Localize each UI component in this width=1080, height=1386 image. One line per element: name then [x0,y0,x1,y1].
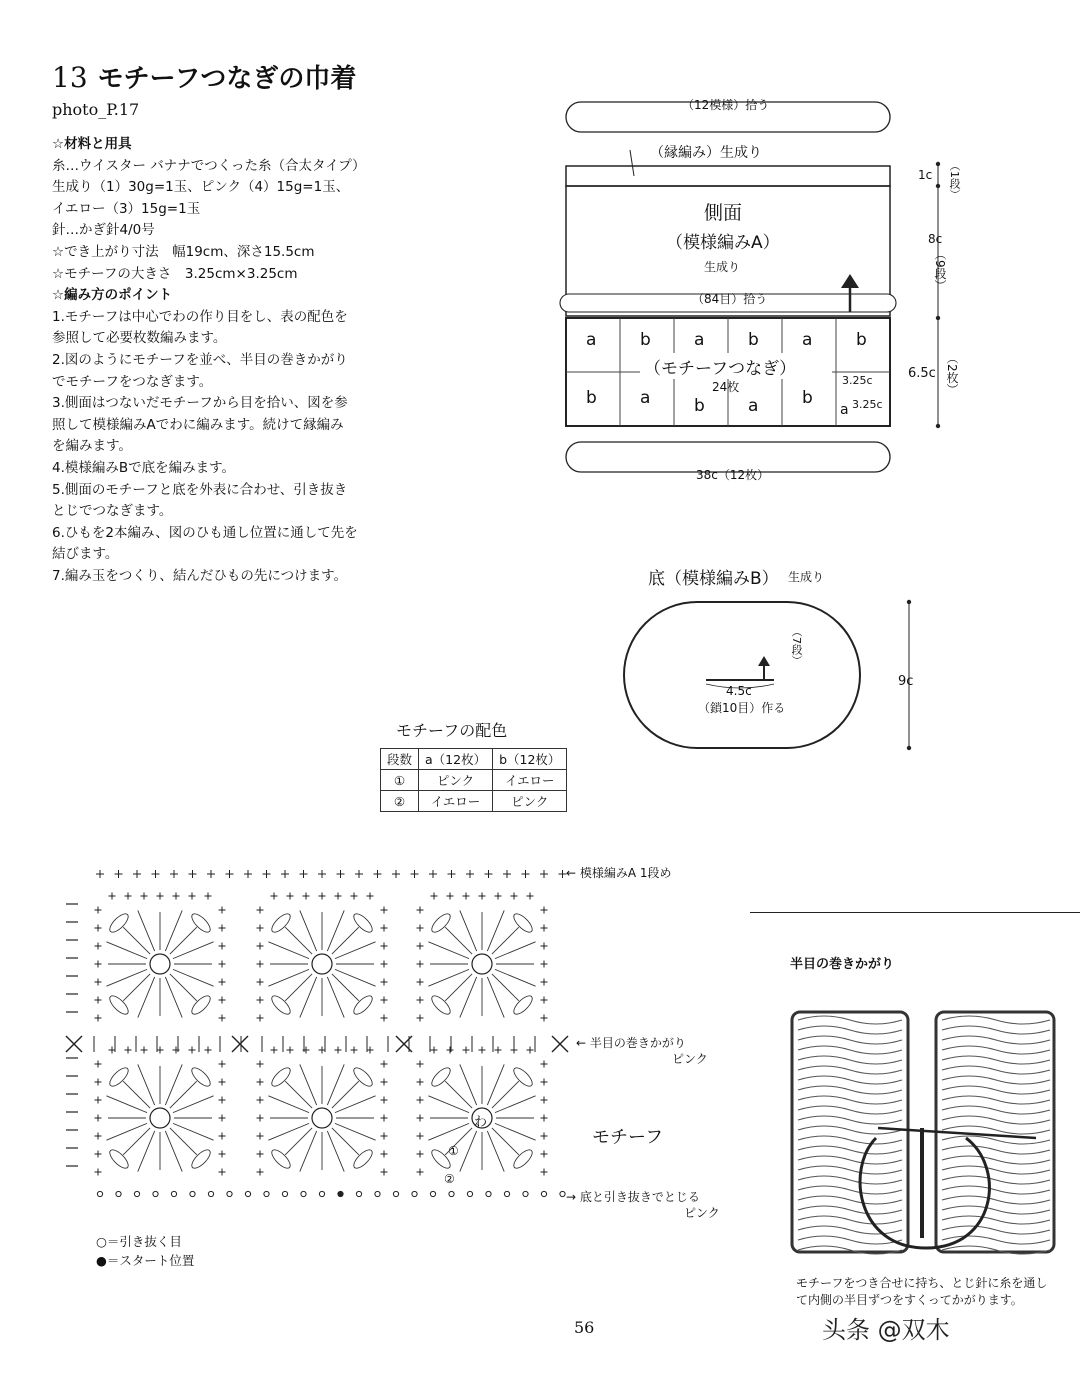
chart-ring: わ [474,1115,488,1130]
start-dot [338,1191,343,1196]
motif-center-ring [312,1108,332,1128]
yarn-texture [798,1086,902,1094]
stitch-spoke [165,977,182,1018]
yarn-texture [798,1146,902,1154]
watermark: 头条 @双木 [822,1316,950,1344]
stitch-spoke [165,910,182,951]
instruction-line: 2.図のようにモチーフを並べ、半目の巻きかがり [52,351,348,368]
chart-label-motif: モチーフ [592,1127,664,1148]
yarn-texture [942,1206,1050,1214]
yarn-texture [942,1086,1050,1094]
instruction-line: とじでつなぎます。 [52,503,173,520]
bottom-height: 9c [898,674,914,689]
dim-1c-rows: （1段） [948,160,961,200]
motif-center-ring [150,1108,170,1128]
top-pick-label: （12模様）拾う [682,98,770,112]
bottom-chain: （鎖10目）作る [698,701,786,715]
slip-stitch [153,1191,158,1196]
yarn-texture [942,1026,1050,1034]
stitch-spoke [300,910,317,951]
stitch-spoke [300,1131,317,1172]
motif-letter: b [586,388,597,408]
chart-label-bottom-color: ピンク [684,1206,720,1220]
motif-letter: a [748,396,759,416]
yarn-texture [798,1106,902,1114]
color-table-title: モチーフの配色 [396,721,508,740]
motif-center-ring [150,954,170,974]
stitch-spoke [300,1064,317,1105]
caption-line-2: て内側の半目ずつをすくってかがります。 [796,1293,1023,1307]
instruction-line: 結びます。 [52,546,119,563]
side-color: 生成り [704,260,741,274]
stitch-spoke [138,977,155,1018]
instruction-line: 5.側面のモチーフと底を外表に合わせ、引き抜き [52,481,348,498]
pattern-title: モチーフつなぎの巾着 [97,64,357,94]
table-row [381,770,567,791]
stitch-spoke [268,969,309,986]
yarn-texture [798,1206,902,1214]
crochet-chart [60,858,580,1208]
slip-stitch [541,1191,546,1196]
instruction-line: イエロー（3）15g=1玉 [52,200,201,217]
motif-center-ring [312,954,332,974]
yarn-texture [798,1026,902,1034]
photo-reference: photo_P.17 [52,100,140,119]
chart-label-bottom: → 底と引き抜きでとじる [566,1190,700,1204]
stitch-spoke [460,1064,477,1105]
yarn-texture [798,1226,902,1234]
bottom-title: 底（模様編みB） [648,569,779,589]
dim-325-a: 3.25c [842,374,873,387]
dim-325-b: 3.25c [852,398,883,411]
stitch-spoke [428,969,469,986]
instruction-line: 6.ひもを2本編み、図のひも通し位置に通して先を [52,524,358,541]
bottom-width: 4.5c [726,684,752,698]
stitch-spoke [106,1123,147,1140]
instruction-line: ☆材料と用具 [52,136,132,152]
yarn-texture [942,1076,1050,1084]
slip-stitch [412,1191,417,1196]
yarn-texture [798,1046,902,1054]
slip-stitch [97,1191,102,1196]
stitch-spoke [106,1096,147,1113]
instruction-line: ☆でき上がり寸法 幅19cm、深さ15.5cm [52,243,315,260]
caption-line-1: モチーフをつき合せに持ち、とじ針に糸を通し [796,1276,1048,1290]
stitch-spoke [327,1064,344,1105]
color-table [380,748,567,812]
stitch-spoke [335,969,376,986]
table-cell: ピンク [419,770,493,791]
half-stitch-title: 半目の巻きかがり [790,957,895,972]
yarn-texture [942,1056,1050,1064]
yarn-texture [942,1116,1050,1124]
slip-stitch [116,1191,121,1196]
yarn-texture [798,1136,902,1144]
page-title [52,58,356,95]
yarn-texture [798,1096,902,1104]
instruction-line: 糸…ウイスター バナナでつくった糸（合太タイプ） [52,157,366,174]
instruction-line: 3.側面はつないだモチーフから目を拾い、図を参 [52,395,348,412]
yarn-texture [798,1016,902,1024]
motif-letter: b [856,330,867,350]
chart-round1: ① [448,1144,459,1158]
stitch-spoke [460,910,477,951]
instruction-line: 参照して必要枚数編みます。 [52,330,227,347]
bottom-oval [614,596,924,756]
dim-65c-count: （2枚） [945,352,959,396]
slip-stitch [393,1191,398,1196]
instruction-line: ☆編み方のポイント [52,287,173,304]
table-header: b（12枚） [493,749,567,770]
stitch-spoke [487,910,504,951]
motif-left [792,1012,908,1252]
stitch-spoke [495,1096,536,1113]
slip-stitch [208,1191,213,1196]
instruction-line: 針…かぎ針4/0号 [52,222,155,239]
stitch-spoke [268,942,309,959]
yarn-texture [942,1176,1050,1184]
yarn-texture [942,1226,1050,1234]
dim-65c: 6.5c [908,366,936,381]
stitch-spoke [138,1064,155,1105]
table-row [381,791,567,812]
yarn-texture [942,1156,1050,1164]
table-header: 段数 [381,749,419,770]
stitch-spoke [106,969,147,986]
motif-count: 24枚 [712,380,740,394]
stitch-spoke [327,977,344,1018]
slip-stitch [375,1191,380,1196]
chart-label-join: ← 半目の巻きかがり [576,1036,686,1050]
stitch-spoke [487,1064,504,1105]
stitch-spoke [327,1131,344,1172]
slip-stitch [301,1191,306,1196]
motif-letter: a [640,388,651,408]
yarn-texture [942,1036,1050,1044]
stitch-spoke [428,1096,469,1113]
instruction-line: 4.模様編みBで底を編みます。 [52,459,236,476]
legend-start: ●＝スタート位置 [96,1253,195,1268]
pattern-number: 13 [52,61,88,94]
stitch-spoke [173,942,214,959]
stitch-spoke [335,942,376,959]
instruction-line: でモチーフをつなぎます。 [52,373,213,390]
motif-letter: b [640,330,651,350]
stitch-spoke [138,1131,155,1172]
motif-center-ring [472,954,492,974]
stitch-spoke [428,1123,469,1140]
divider [750,912,1080,913]
slip-stitch [227,1191,232,1196]
stitch-spoke [460,1131,477,1172]
slip-stitch [467,1191,472,1196]
stitch-spoke [495,942,536,959]
yarn-texture [942,1096,1050,1104]
instruction-line: 7.編み玉をつくり、結んだひもの先につけます。 [52,567,348,584]
stitch-spoke [106,942,147,959]
table-cell: ② [381,791,419,812]
slip-stitch [190,1191,195,1196]
yarn-texture [798,1076,902,1084]
instruction-line: を編みます。 [52,438,132,455]
stitch-spoke [173,1123,214,1140]
slip-stitch [264,1191,269,1196]
slip-stitch [245,1191,250,1196]
yarn-texture [798,1056,902,1064]
sewing-yarn [860,1138,989,1248]
stitch-spoke [495,1123,536,1140]
stitch-spoke [460,977,477,1018]
pick84-label: （84目）拾う [692,292,768,306]
yarn-texture [942,1066,1050,1074]
slip-stitch [356,1191,361,1196]
slip-stitch [560,1191,565,1196]
table-cell: ① [381,770,419,791]
chart-label-join-text: 半目の巻きかがり [589,1036,686,1050]
motif-letter: a [802,330,813,350]
motif-letter: a [694,330,705,350]
half-stitch-caption [796,1275,1066,1309]
yarn-texture [798,1036,902,1044]
instruction-line: 1.モチーフは中心でわの作り目をし、表の配色を [52,308,348,325]
slip-stitch [504,1191,509,1196]
bottom-width-label: 38c（12枚） [696,468,770,482]
chart-label-bottom-text: 底と引き抜きでとじる [579,1190,700,1204]
yarn-texture [942,1186,1050,1194]
instruction-line: 照して模様編みAでわに編みます。続けて縁編み [52,416,344,433]
table-cell: ピンク [493,791,567,812]
yarn-texture [798,1176,902,1184]
chart-label-pattern-text: 模様編みA 1段め [579,866,672,880]
slip-stitch [134,1191,139,1196]
yarn-texture [942,1016,1050,1024]
dim-8c-rows: （9段） [933,248,947,292]
legend [96,1232,194,1270]
yarn-texture [798,1196,902,1204]
dim-1c: 1c [918,168,933,182]
stitch-spoke [495,969,536,986]
yarn-texture [798,1216,902,1224]
slip-stitch [319,1191,324,1196]
yarn-texture [798,1186,902,1194]
yarn-texture [798,1066,902,1074]
slip-stitch [486,1191,491,1196]
stitch-spoke [165,1131,182,1172]
slip-stitch [449,1191,454,1196]
instruction-line: ☆モチーフの大きさ 3.25cm×3.25cm [52,265,298,282]
chart-label-join-color: ピンク [672,1052,708,1066]
motif-join-label: （モチーフつなぎ） [644,359,797,379]
stitch-spoke [268,1123,309,1140]
stitch-spoke [138,910,155,951]
stitch-spoke [165,1064,182,1105]
stitch-spoke [335,1123,376,1140]
stitch-spoke [300,977,317,1018]
instructions [52,134,402,587]
chart-label-pattern: ← 模様編みA 1段め [566,866,672,880]
yarn-texture [798,1156,902,1164]
table-cell: イエロー [419,791,493,812]
edge-label: （縁編み）生成り [650,145,762,161]
motif-letter: b [802,388,813,408]
instruction-line: 生成り（1）30g=1玉、ピンク（4）15g=1玉、 [52,179,350,196]
yarn-texture [798,1116,902,1124]
table-row [381,749,567,770]
bottom-rows: （7段） [790,626,803,666]
side-title: 側面 [704,202,743,224]
stitch-spoke [487,1131,504,1172]
stitch-spoke [173,969,214,986]
slip-stitch [430,1191,435,1196]
half-stitch-illustration [786,998,1060,1268]
legend-slip: ○＝引き抜く目 [96,1234,182,1249]
table-header: a（12枚） [419,749,493,770]
page-number: 56 [574,1318,595,1337]
yarn-texture [942,1196,1050,1204]
yarn-texture [942,1146,1050,1154]
slip-stitch [282,1191,287,1196]
yarn-texture [942,1166,1050,1174]
yarn-texture [942,1046,1050,1054]
side-pattern: （模様編みA） [666,233,780,253]
yarn-texture [942,1106,1050,1114]
motif-letter: a [840,402,849,418]
slip-stitch [171,1191,176,1196]
stitch-spoke [327,910,344,951]
stitch-spoke [428,942,469,959]
stitch-spoke [335,1096,376,1113]
yarn-texture [798,1166,902,1174]
slip-stitch [523,1191,528,1196]
motif-letter: a [586,330,597,350]
chart-round2: ② [444,1172,455,1186]
table-cell: イエロー [493,770,567,791]
yarn-texture [942,1216,1050,1224]
bottom-color: 生成り [788,570,825,584]
dim-8c: 8c [928,232,943,246]
stitch-spoke [487,977,504,1018]
stitch-spoke [268,1096,309,1113]
motif-letter: b [694,396,705,416]
stitch-spoke [173,1096,214,1113]
motif-letter: b [748,330,759,350]
yarn-texture [798,1126,902,1134]
